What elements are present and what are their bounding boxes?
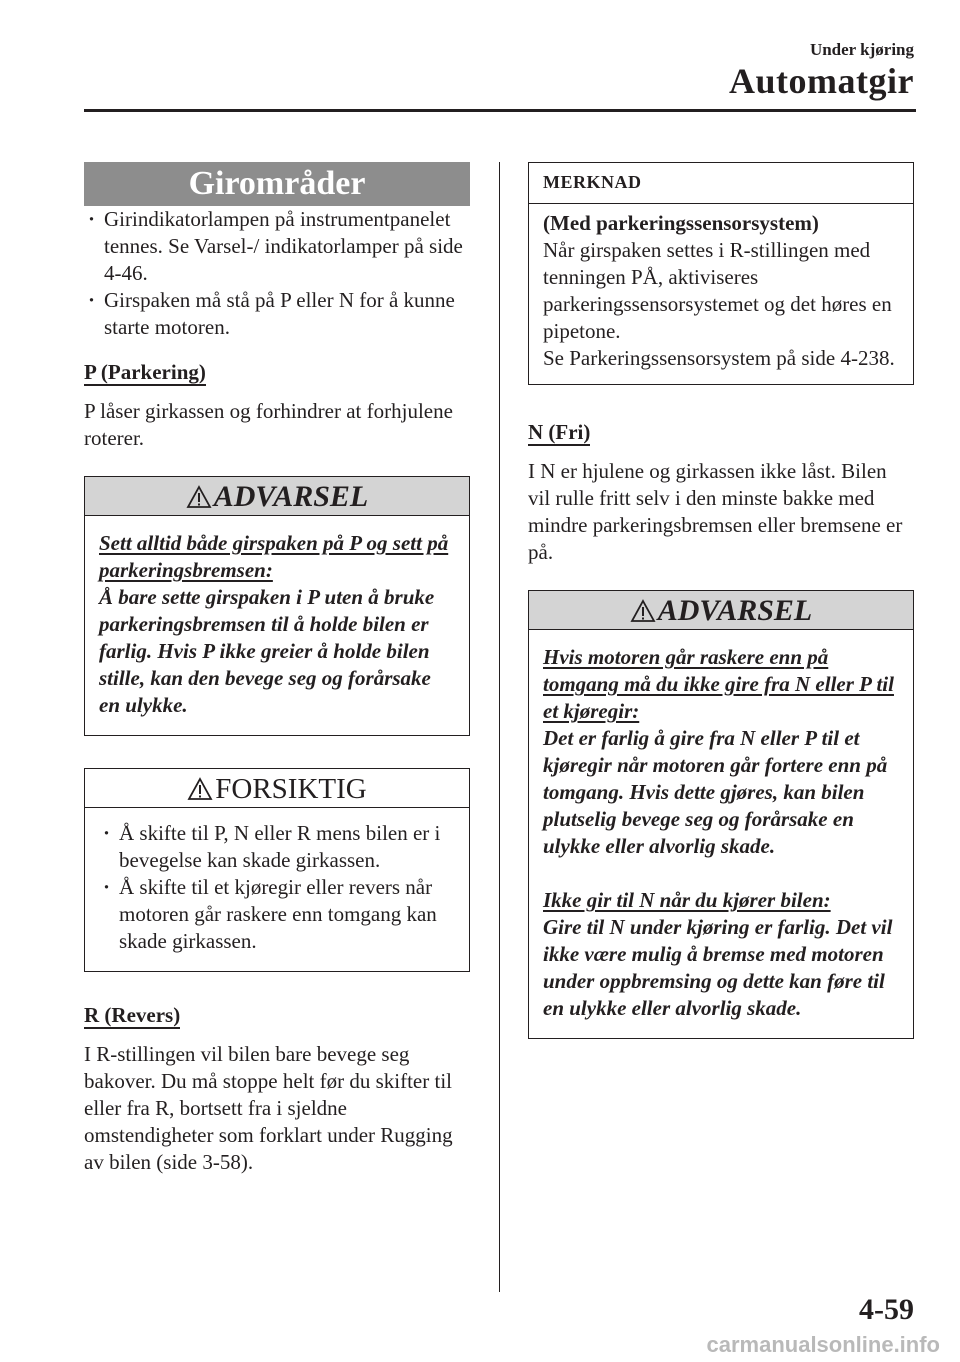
running-header-title: Automatgir: [729, 61, 914, 101]
warning-text: Gire til N under kjøring er farlig. Det vil ikke være mulig å bremse med motoren under oppbremsing og dette kan føre til en ulykke eller alvorlig skade.: [543, 915, 893, 1020]
watermark: carmanualsonline.info: [706, 1332, 940, 1357]
warning-lead: Ikke gir til N når du kjører bilen:: [543, 888, 831, 912]
header-rule: [84, 109, 916, 112]
warning-triangle-icon: [630, 599, 656, 623]
caution-header: [85, 769, 469, 808]
list-item: · Å skifte til P, N eller R mens bilen er i bevegelse kan skade girkassen.: [99, 820, 455, 874]
warning-lead: Sett alltid både girspaken på P og sett på parkeringsbremsen:: [99, 531, 449, 582]
warning-header: [85, 477, 469, 516]
column-divider: [499, 162, 500, 1292]
neutral-heading: N (Fri): [528, 420, 591, 444]
warning-triangle-icon: [186, 485, 212, 509]
note-box: [528, 162, 914, 385]
caution-bullet-list: [99, 820, 455, 955]
warning-box-right: [528, 590, 914, 1039]
left-column: [84, 162, 470, 1176]
warning-lead: Hvis motoren går raskere enn på tomgang må du ikke gire fra N eller P til et kjøregir:: [543, 645, 894, 723]
caution-box: [84, 768, 470, 972]
warning-box-left: [84, 476, 470, 736]
park-heading: P (Parkering): [84, 360, 206, 384]
park-text: P låser girkassen og forhindrer at forhjulene roterer.: [84, 399, 453, 450]
reverse-text: I R-stillingen vil bilen bare bevege seg bakover. Du må stoppe helt før du skifter til eller fra R, bortsett fra i sjeldne omstendigheter som forklart under Rugging av bilen (side 3-58).: [84, 1042, 453, 1174]
caution-title: FORSIKTIG: [215, 773, 367, 805]
warning-triangle-icon: [187, 777, 213, 801]
running-header-section: Under kjøring: [809, 40, 914, 59]
note-title: MERKNAD: [529, 163, 913, 204]
note-reference: Se Parkeringssensorsystem på side 4-238.: [543, 346, 895, 370]
right-column: [528, 162, 914, 1039]
warning-title: ADVARSEL: [657, 594, 813, 627]
list-item: · Å skifte til et kjøregir eller revers når motoren går raskere enn tomgang kan skade girkassen.: [99, 874, 455, 955]
note-text: Når girspaken settes i R-stillingen med tenningen PÅ, aktiviseres parkeringssensorsystemet og det høres en pipetone.: [543, 238, 892, 343]
warning-text: Det er farlig å gire fra N eller P til et kjøregir når motoren går fortere enn på tomgang. Hvis dette gjøres, kan bilen plutselig bevege seg og forårsake en ulykke eller alvorlig skade.: [543, 726, 888, 858]
list-item: · Girindikatorlampen på instrumentpanelet tennes. Se Varsel-/ indikatorlamper på side 4-46.: [84, 206, 470, 287]
intro-bullet-list: [84, 206, 470, 341]
warning-title: ADVARSEL: [213, 480, 369, 513]
list-item: · Girspaken må stå på P eller N for å kunne starte motoren.: [84, 287, 470, 341]
page-number: 4-59: [859, 1293, 914, 1326]
reverse-heading: R (Revers): [84, 1003, 181, 1027]
note-subtitle: (Med parkeringssensorsystem): [543, 211, 819, 235]
neutral-text: I N er hjulene og girkassen ikke låst. Bilen vil rulle fritt selv i den minste bakke med mindre parkeringsbremsen eller bremsene er på.: [528, 459, 903, 564]
warning-text: Å bare sette girspaken i P uten å bruke parkeringsbremsen til å holde bilen er farlig. Hvis P ikke greier å holde bilen stille, kan den bevege seg og forårsake en ulykke.: [99, 585, 435, 717]
warning-header: [529, 591, 913, 630]
section-banner: Girområder: [84, 162, 470, 206]
